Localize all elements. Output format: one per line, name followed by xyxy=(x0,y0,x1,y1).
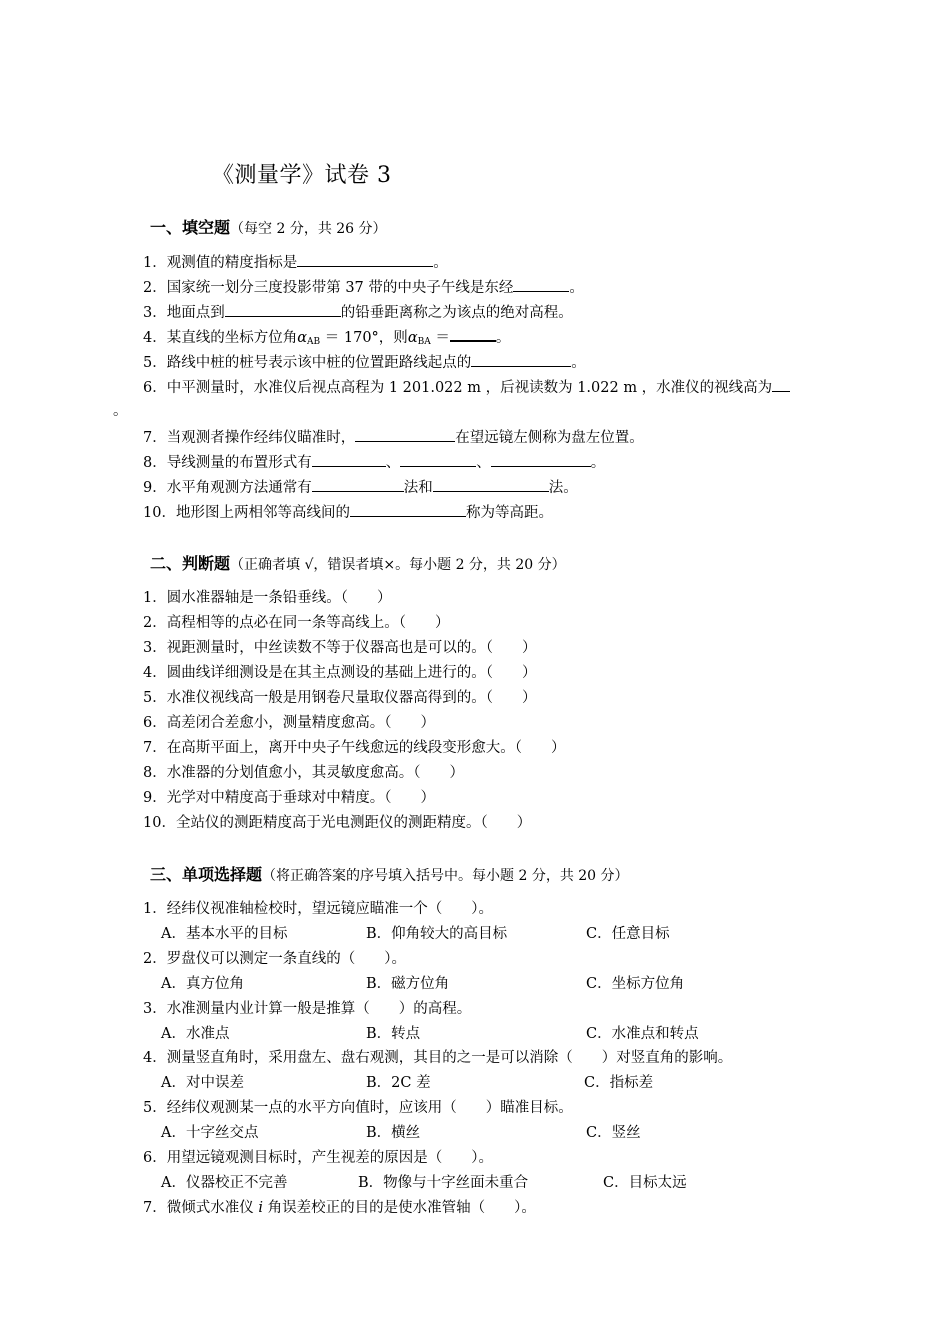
choice-option-c[interactable]: C．任意目标 xyxy=(586,926,670,942)
choice-option-b[interactable]: B．仰角较大的高目标 xyxy=(366,926,508,942)
q8-blank-1[interactable] xyxy=(312,452,386,467)
q9-blank-2[interactable] xyxy=(433,477,549,492)
fill-question-8 xyxy=(143,452,605,473)
q4-mid: ＝ 170°，则 xyxy=(324,330,408,346)
q9-end: 法。 xyxy=(548,480,578,496)
q6-text: 6．中平测量时，水准仪后视点高程为 1 201.022 m ，后视读数为 1.022 m ，水准仪的视线高为 xyxy=(143,380,773,396)
choice-option-b[interactable]: B．2C 差 xyxy=(366,1075,431,1091)
q7-blank[interactable] xyxy=(355,427,455,442)
q5-end: 。 xyxy=(571,355,586,371)
q2-text: 2．国家统一划分三度投影带第 37 带的中央子午线是东经 xyxy=(143,280,514,296)
q5-blank[interactable] xyxy=(471,352,571,367)
fill-question-9 xyxy=(143,477,578,498)
fill-question-10 xyxy=(143,502,553,523)
q8-blank-3[interactable] xyxy=(491,452,591,467)
judge-question[interactable]: 6．高差闭合差愈小，测量精度愈高。（ ） xyxy=(143,715,435,731)
section3-note: （将正确答案的序号填入括号中。每小题 2 分，共 20 分） xyxy=(262,868,629,884)
q8-end: 。 xyxy=(590,455,606,471)
q7c-text: 7．微倾式水准仪 xyxy=(143,1200,259,1216)
exam-title: 《测量学》试卷 3 xyxy=(212,163,392,188)
choice-option-a[interactable]: A．基本水平的目标 xyxy=(161,926,288,942)
section2-note: （正确者填 √，错误者填×。每小题 2 分，共 20 分） xyxy=(230,557,566,573)
section1-header xyxy=(150,215,387,238)
judge-question[interactable]: 1．圆水准器轴是一条铅垂线。（ ） xyxy=(143,590,392,606)
choice-question: 3．水准测量内业计算一般是推算（ ）的高程。 xyxy=(143,1001,472,1017)
choice-question: 4．测量竖直角时，采用盘左、盘右观测，其目的之一是可以消除（ ）对竖直角的影响。 xyxy=(143,1050,733,1066)
choice-question: 1．经纬仪视准轴检校时，望远镜应瞄准一个（ ）。 xyxy=(143,901,493,917)
q8-sep-2: 、 xyxy=(476,455,491,471)
q9-blank-1[interactable] xyxy=(312,477,404,492)
judge-question[interactable]: 9．光学对中精度高于垂球对中精度。（ ） xyxy=(143,790,435,806)
q10-end: 称为等高距。 xyxy=(465,505,553,521)
q7c-i: i xyxy=(258,1200,263,1216)
q9-text: 9．水平角观测方法通常有 xyxy=(143,480,312,496)
choice-option-a[interactable]: A．十字丝交点 xyxy=(161,1125,259,1141)
q3-blank[interactable] xyxy=(225,302,341,317)
choice-question: 6．用望远镜观测目标时，产生视差的原因是（ ）。 xyxy=(143,1150,493,1166)
choice-option-a[interactable]: A．水准点 xyxy=(161,1026,230,1042)
fill-question-4 xyxy=(143,327,510,352)
choice-option-c[interactable]: C．水准点和转点 xyxy=(586,1026,699,1042)
q4-eq: ＝ xyxy=(435,330,450,346)
alpha-symbol-2: α xyxy=(407,330,418,346)
choice-option-c[interactable]: C．目标太远 xyxy=(603,1175,687,1191)
judge-question[interactable]: 5．水准仪视线高一般是用钢卷尺量取仪器高得到的。（ ） xyxy=(143,690,537,706)
section1-heading: 一、填空题 xyxy=(150,218,231,237)
q4-end: 。 xyxy=(495,330,511,346)
q9-mid: 法和 xyxy=(403,480,433,496)
q10-blank[interactable] xyxy=(350,502,466,517)
q10-text: 10．地形图上两相邻等高线间的 xyxy=(143,505,350,521)
alpha-symbol: α xyxy=(297,330,308,346)
q5-text: 5．路线中桩的桩号表示该中桩的位置距路线起点的 xyxy=(143,355,472,371)
q1-text: 1．观测值的精度指标是 xyxy=(143,255,298,271)
q6-blank[interactable] xyxy=(772,377,790,392)
q1-blank[interactable] xyxy=(297,252,433,267)
choice-question: 2．罗盘仪可以测定一条直线的（ ）。 xyxy=(143,951,406,967)
judge-question[interactable]: 8．水准器的分划值愈小，其灵敏度愈高。（ ） xyxy=(143,765,464,781)
q6-tail: 。 xyxy=(113,403,128,419)
choice-option-c[interactable]: C．坐标方位角 xyxy=(586,976,685,992)
q4-blank[interactable] xyxy=(450,327,496,342)
judge-question[interactable]: 10．全站仪的测距精度高于光电测距仪的测距精度。（ ） xyxy=(143,815,532,831)
section3-header xyxy=(150,862,629,885)
q1-end: 。 xyxy=(433,255,448,271)
choice-option-b[interactable]: B．横丝 xyxy=(366,1125,421,1141)
q4-sub-ba: BA xyxy=(417,337,431,347)
choice-option-a[interactable]: A．对中误差 xyxy=(161,1075,244,1091)
choice-option-a[interactable]: A．真方位角 xyxy=(161,976,244,992)
choice-option-b[interactable]: B．磁方位角 xyxy=(366,976,450,992)
fill-question-6 xyxy=(143,377,790,398)
choice-option-b[interactable]: B．物像与十字丝面未重合 xyxy=(358,1175,529,1191)
choice-option-a[interactable]: A．仪器校正不完善 xyxy=(161,1175,288,1191)
fill-question-5 xyxy=(143,352,586,373)
section2-heading: 二、判断题 xyxy=(150,554,231,573)
fill-question-2 xyxy=(143,277,584,298)
fill-question-1 xyxy=(143,252,448,273)
q4-text: 4．某直线的坐标方位角 xyxy=(143,330,298,346)
q3-end: 的铅垂距离称之为该点的绝对高程。 xyxy=(340,305,573,321)
judge-question[interactable]: 2．高程相等的点必在同一条等高线上。（ ） xyxy=(143,615,450,631)
choice-question-7 xyxy=(143,1198,536,1218)
q8-text: 8．导线测量的布置形式有 xyxy=(143,455,312,471)
q3-text: 3．地面点到 xyxy=(143,305,225,321)
q7-text: 7．当观测者操作经纬仪瞄准时， xyxy=(143,430,356,446)
q2-end: 。 xyxy=(569,280,584,296)
judge-question[interactable]: 4．圆曲线详细测设是在其主点测设的基础上进行的。（ ） xyxy=(143,665,537,681)
section3-heading: 三、单项选择题 xyxy=(150,865,263,884)
q7c-end: 角误差校正的目的是使水准管轴（ ）。 xyxy=(262,1200,536,1216)
q4-sub-ab: AB xyxy=(307,337,321,347)
choice-question: 5．经纬仪观测某一点的水平方向值时，应该用（ ）瞄准目标。 xyxy=(143,1100,573,1116)
q2-blank[interactable] xyxy=(513,277,569,292)
q7-end: 在望远镜左侧称为盘左位置。 xyxy=(455,430,644,446)
q8-sep-1: 、 xyxy=(385,455,401,471)
section2-header xyxy=(150,551,566,574)
fill-question-7 xyxy=(143,427,644,448)
q8-blank-2[interactable] xyxy=(400,452,476,467)
choice-option-b[interactable]: B．转点 xyxy=(366,1026,421,1042)
fill-question-3 xyxy=(143,302,573,323)
choice-option-c[interactable]: C．竖丝 xyxy=(586,1125,641,1141)
choice-option-c[interactable]: C．指标差 xyxy=(584,1075,654,1091)
judge-question[interactable]: 7．在高斯平面上，离开中央子午线愈远的线段变形愈大。（ ） xyxy=(143,740,566,756)
section1-note: （每空 2 分，共 26 分） xyxy=(230,221,387,237)
judge-question[interactable]: 3．视距测量时，中丝读数不等于仪器高也是可以的。（ ） xyxy=(143,640,537,656)
